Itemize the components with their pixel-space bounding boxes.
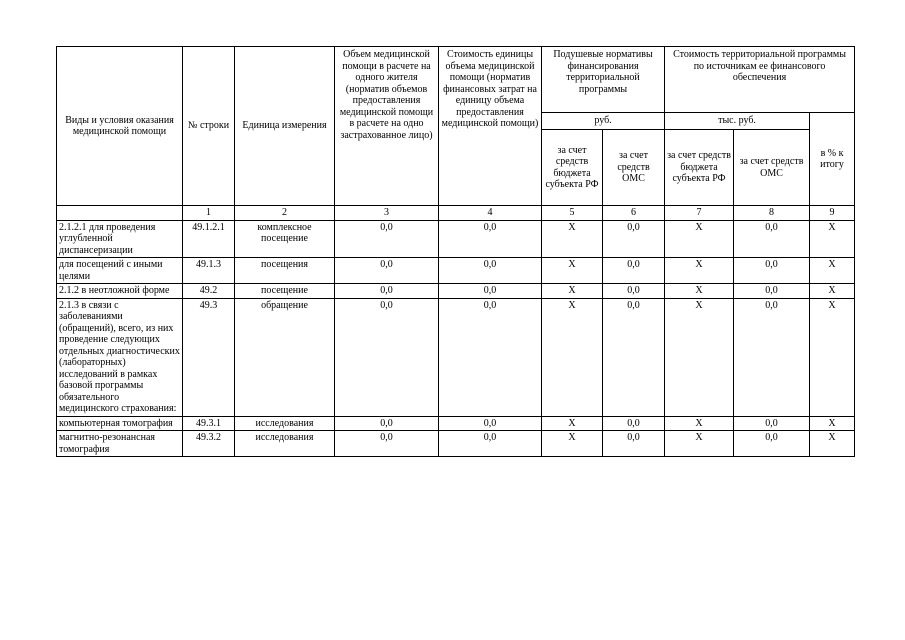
- row-no: 49.3: [183, 298, 235, 416]
- row-no: 49.3.1: [183, 416, 235, 431]
- header-unit: Единица измерения: [235, 47, 335, 206]
- table-row: [57, 431, 855, 457]
- header-budget-rf-2: за счет средств бюджета субъекта РФ: [665, 130, 734, 206]
- row-oms-rub: 0,0: [603, 258, 665, 284]
- row-oms-thous: 0,0: [734, 220, 810, 258]
- row-no: 49.3.2: [183, 431, 235, 457]
- table-row: [57, 284, 855, 299]
- row-oms-thous: 0,0: [734, 431, 810, 457]
- header-cost: Стоимость единицы объема медицинской помощи (норматив финансовых затрат на единицу объема предоставления медицинской помощи): [439, 47, 542, 206]
- row-unit: комплексное посещение: [235, 220, 335, 258]
- row-cost: 0,0: [439, 416, 542, 431]
- row-cost: 0,0: [439, 258, 542, 284]
- row-unit: обращение: [235, 298, 335, 416]
- row-name: для посещений с иными целями: [57, 258, 183, 284]
- header-percent: в % к итогу: [810, 113, 855, 206]
- col-number: 8: [734, 206, 810, 221]
- row-unit: исследования: [235, 416, 335, 431]
- row-budget-rub: Х: [542, 220, 603, 258]
- row-volume: 0,0: [335, 220, 439, 258]
- program-table: [56, 46, 855, 457]
- table-body: [57, 220, 855, 457]
- row-cost: 0,0: [439, 284, 542, 299]
- row-percent: Х: [810, 298, 855, 416]
- row-volume: 0,0: [335, 431, 439, 457]
- row-oms-rub: 0,0: [603, 220, 665, 258]
- row-no: 49.2: [183, 284, 235, 299]
- row-cost: 0,0: [439, 298, 542, 416]
- col-number-empty: [57, 206, 183, 221]
- table-row: [57, 416, 855, 431]
- col-number: 7: [665, 206, 734, 221]
- row-oms-rub: 0,0: [603, 416, 665, 431]
- header-per-capita: Подушевые нормативы финансирования территориальной программы: [542, 47, 665, 113]
- row-volume: 0,0: [335, 284, 439, 299]
- row-name: 2.1.2 в неотложной форме: [57, 284, 183, 299]
- table-row: [57, 258, 855, 284]
- row-cost: 0,0: [439, 220, 542, 258]
- row-unit: посещения: [235, 258, 335, 284]
- table-row: [57, 298, 855, 416]
- header-thous-rub: тыс. руб.: [665, 113, 810, 130]
- row-budget-thous: Х: [665, 284, 734, 299]
- row-oms-thous: 0,0: [734, 416, 810, 431]
- row-name: 2.1.2.1 для проведения углубленной диспансеризации: [57, 220, 183, 258]
- row-name: 2.1.3 в связи с заболеваниями (обращений), всего, из них проведение следующих отдельных диагностических (лабораторных) исследований в рамках базовой программы обязательного медицинского страхования:: [57, 298, 183, 416]
- header-rub: руб.: [542, 113, 665, 130]
- header-oms-2: за счет средств ОМС: [734, 130, 810, 206]
- row-volume: 0,0: [335, 258, 439, 284]
- row-no: 49.1.3: [183, 258, 235, 284]
- row-budget-thous: Х: [665, 431, 734, 457]
- table-row: [57, 220, 855, 258]
- row-budget-rub: Х: [542, 431, 603, 457]
- col-number: 9: [810, 206, 855, 221]
- row-no: 49.1.2.1: [183, 220, 235, 258]
- row-budget-thous: Х: [665, 220, 734, 258]
- row-oms-rub: 0,0: [603, 298, 665, 416]
- header-types: Виды и условия оказания медицинской помощи: [57, 47, 183, 206]
- row-oms-rub: 0,0: [603, 284, 665, 299]
- col-number: 6: [603, 206, 665, 221]
- row-percent: Х: [810, 258, 855, 284]
- header-oms: за счет средств ОМС: [603, 130, 665, 206]
- header-total: Стоимость территориальной программы по источникам ее финансового обеспечения: [665, 47, 855, 113]
- row-budget-thous: Х: [665, 416, 734, 431]
- col-number: 5: [542, 206, 603, 221]
- row-unit: исследования: [235, 431, 335, 457]
- row-oms-thous: 0,0: [734, 298, 810, 416]
- header-budget-rf: за счет средств бюджета субъекта РФ: [542, 130, 603, 206]
- row-oms-thous: 0,0: [734, 258, 810, 284]
- row-name: компьютерная томография: [57, 416, 183, 431]
- col-number: 2: [235, 206, 335, 221]
- row-percent: Х: [810, 220, 855, 258]
- row-unit: посещение: [235, 284, 335, 299]
- col-number: 3: [335, 206, 439, 221]
- row-percent: Х: [810, 416, 855, 431]
- col-number: 1: [183, 206, 235, 221]
- row-budget-rub: Х: [542, 258, 603, 284]
- row-budget-thous: Х: [665, 258, 734, 284]
- row-oms-thous: 0,0: [734, 284, 810, 299]
- row-name: магнитно-резонансная томография: [57, 431, 183, 457]
- row-budget-thous: Х: [665, 298, 734, 416]
- row-percent: Х: [810, 431, 855, 457]
- row-percent: Х: [810, 284, 855, 299]
- header-row-no: № строки: [183, 47, 235, 206]
- row-volume: 0,0: [335, 298, 439, 416]
- row-budget-rub: Х: [542, 416, 603, 431]
- col-number: 4: [439, 206, 542, 221]
- row-oms-rub: 0,0: [603, 431, 665, 457]
- row-budget-rub: Х: [542, 284, 603, 299]
- row-volume: 0,0: [335, 416, 439, 431]
- header-volume: Объем медицинской помощи в расчете на одного жителя (норматив объемов предоставления медицинской помощи в расчете на одно застрахованное лицо): [335, 47, 439, 206]
- row-budget-rub: Х: [542, 298, 603, 416]
- column-numbers-row: [57, 206, 855, 221]
- table-header: [57, 47, 855, 221]
- row-cost: 0,0: [439, 431, 542, 457]
- document-page: [56, 46, 854, 457]
